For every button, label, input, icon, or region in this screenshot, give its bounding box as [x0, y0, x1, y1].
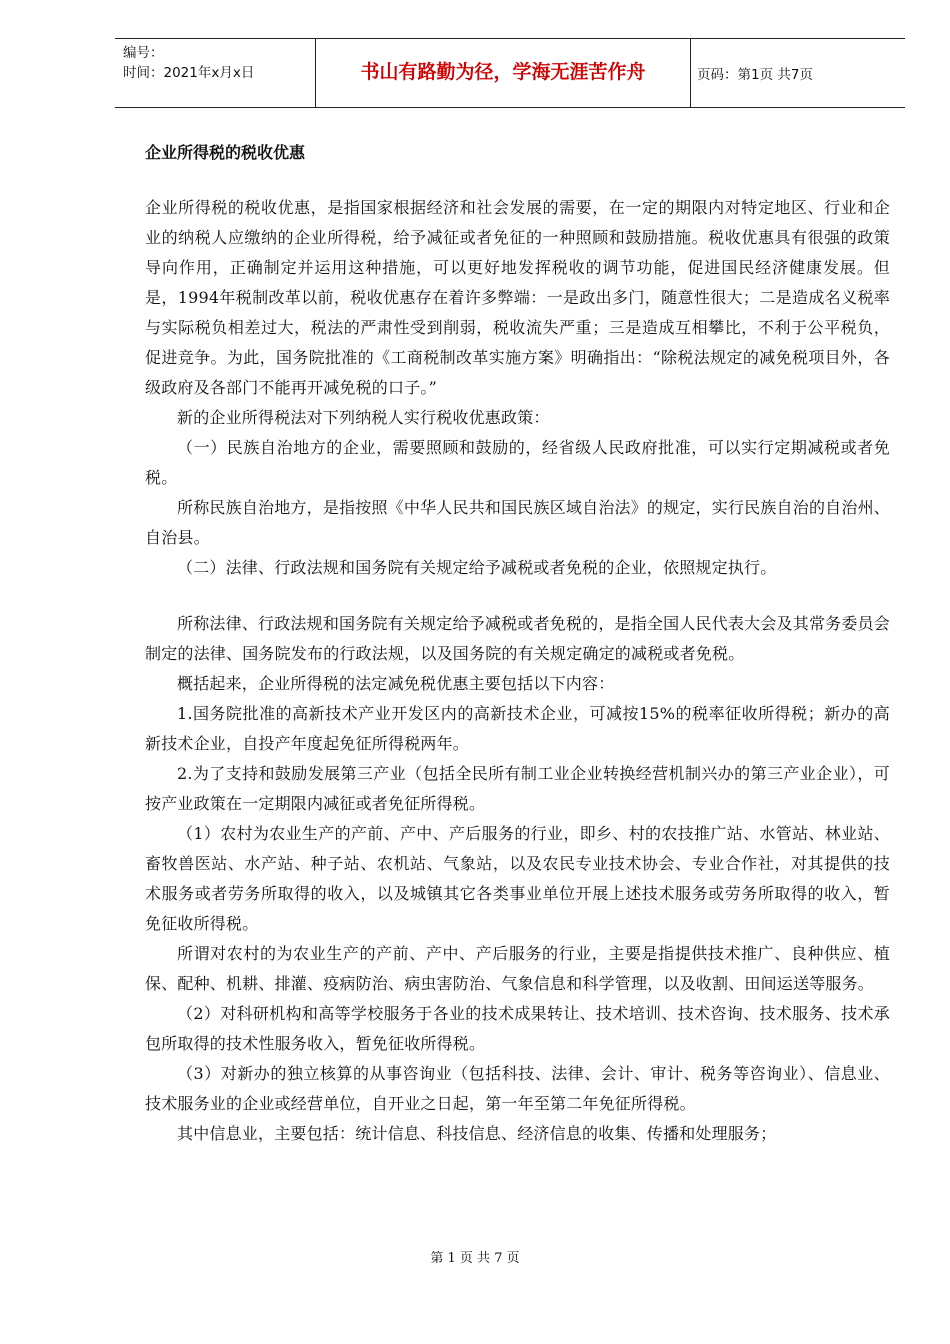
paragraph: （一）民族自治地方的企业，需要照顾和鼓励的，经省级人民政府批准，可以实行定期减税或者免税。	[145, 438, 890, 487]
paragraph: 所谓对农村的为农业生产的产前、产中、产后服务的行业，主要是指提供技术推广、良种供应、植保、配种、机耕、排灌、疫病防治、病虫害防治、气象信息和科学管理，以及收割、田间运送等服务。	[145, 944, 890, 993]
paragraph: 所称民族自治地方，是指按照《中华人民共和国民族区域自治法》的规定，实行民族自治的自治州、自治县。	[145, 498, 890, 547]
paragraph: 1.国务院批准的高新技术产业开发区内的高新技术企业，可减按15%的税率征收所得税；新办的高新技术企业，自投产年度起免征所得税两年。	[145, 704, 890, 753]
doc-body	[145, 193, 890, 1149]
header-meta	[123, 43, 254, 83]
header-divider	[690, 39, 691, 107]
paragraph: （3）对新办的独立核算的从事咨询业（包括科技、法律、会计、审计、税务等咨询业）、信息业、技术服务业的企业或经营单位，自开业之日起，第一年至第二年免征所得税。	[145, 1064, 890, 1113]
paragraph: （1）农村为农业生产的产前、产中、产后服务的行业，即乡、村的农技推广站、水管站、林业站、畜牧兽医站、水产站、种子站、农机站、气象站，以及农民专业技术协会、专业合作社，对其提供的技术服务或者劳务所取得的收入，以及城镇其它各类事业单位开展上述技术服务或劳务所取得的收入，暂免征收所得税。	[145, 824, 890, 933]
doc-title: 企业所得税的税收优惠	[145, 143, 306, 162]
header-motto: 书山有路勤为径，学海无涯苦作舟	[360, 61, 646, 83]
paragraph: 其中信息业，主要包括：统计信息、科技信息、经济信息的收集、传播和处理服务；	[177, 1124, 777, 1143]
paragraph: （二）法律、行政法规和国务院有关规定给予减税或者免税的企业，依照规定执行。	[177, 558, 777, 577]
paragraph: 所称法律、行政法规和国务院有关规定给予减税或者免税的，是指全国人民代表大会及其常务委员会制定的法律、国务院发布的行政法规，以及国务院的有关规定确定的减税或者免税。	[145, 614, 890, 663]
paragraph-intro: 企业所得税的税收优惠，是指国家根据经济和社会发展的需要，在一定的期限内对特定地区、行业和企业的纳税人应缴纳的企业所得税，给予减征或者免征的一种照顾和鼓励措施。税收优惠具有很强的政策导向作用，正确制定并运用这种措施，可以更好地发挥税收的调节功能，促进国民经济健康发展。但是，1994年税制改革以前，税收优惠存在着许多弊端：一是政出多门，随意性很大；二是造成名义税率与实际税负相差过大，税法的严肃性受到削弱，税收流失严重；三是造成互相攀比，不利于公平税负，促进竞争。为此，国务院批准的《工商税制改革实施方案》明确指出：“除税法规定的减免税项目外，各级政府及各部门不能再开减免税的口子。”	[145, 198, 890, 397]
paragraph: （2）对科研机构和高等学校服务于各业的技术成果转让、技术培训、技术咨询、技术服务、技术承包所取得的技术性服务收入，暂免征收所得税。	[145, 1004, 890, 1053]
time-label: 时间：2021年x月x日	[123, 65, 255, 81]
paragraph: 新的企业所得税法对下列纳税人实行税收优惠政策：	[177, 408, 550, 427]
paragraph: 概括起来，企业所得税的法定减免税优惠主要包括以下内容：	[177, 674, 615, 693]
spacer	[145, 583, 890, 609]
code-label: 编号：	[123, 45, 164, 61]
page-header	[115, 38, 905, 108]
header-page-label: 页码：第1页 共7页	[697, 67, 813, 83]
page-footer: 第 1 页 共 7 页	[430, 1251, 520, 1266]
paragraph: 2.为了支持和鼓励发展第三产业（包括全民所有制工业企业转换经营机制兴办的第三产业企业），可按产业政策在一定期限内减征或者免征所得税。	[145, 764, 890, 813]
